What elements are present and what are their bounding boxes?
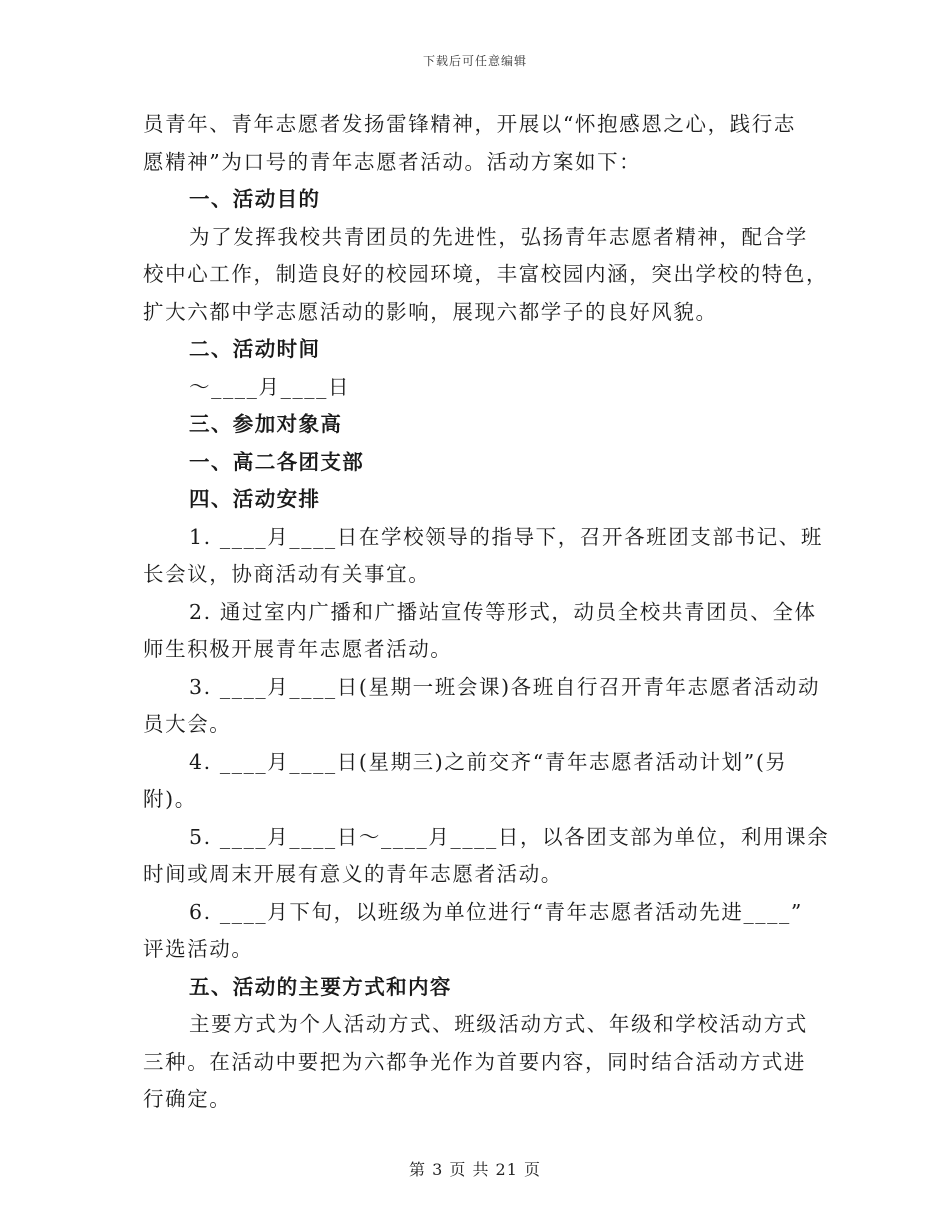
paragraph-line: 主要方式为个人活动方式、班级活动方式、年级和学校活动方式 [189, 1012, 808, 1036]
paragraph-line: 愿精神”为口号的青年志愿者活动。活动方案如下： [143, 149, 642, 174]
paragraph-line: 2. 通过室内广播和广播站宣传等形式，动员全校共青团员、全体 [189, 599, 817, 624]
paragraph-line: 长会议，协商活动有关事宜。 [143, 562, 431, 586]
page-header-note: 下载后可任意编辑 [422, 54, 527, 68]
paragraph-line: 评选活动。 [143, 937, 254, 961]
section-heading: 一、高二各团支部 [189, 449, 365, 474]
section-heading: 二、活动时间 [189, 337, 321, 361]
paragraph-line: 6. ____月下旬，以班级为单位进行“青年志愿者活动先进____” [189, 899, 803, 924]
paragraph-line: ～____月____日 [189, 374, 351, 399]
section-heading: 一、活动目的 [189, 187, 321, 211]
page-number: 第 3 页 共 21 页 [409, 1160, 541, 1179]
section-heading: 三、参加对象高 [189, 412, 343, 436]
paragraph-line: 为了发挥我校共青团员的先进性，弘扬青年志愿者精神，配合学 [189, 224, 808, 249]
paragraph-line: 员青年、青年志愿者发扬雷锋精神，开展以“怀抱感恩之心，践行志 [143, 112, 796, 136]
paragraph-line: 附)。 [143, 787, 197, 811]
section-heading: 五、活动的主要方式和内容 [189, 974, 452, 999]
paragraph-line: 三种。在活动中要把为六都争光作为首要内容，同时结合活动方式进 [143, 1049, 806, 1074]
paragraph-line: 师生积极开展青年志愿者活动。 [143, 637, 453, 661]
paragraph-line: 行确定。 [143, 1087, 232, 1111]
paragraph-line: 员大会。 [143, 712, 232, 736]
paragraph-line: 扩大六都中学志愿活动的影响，展现六都学子的良好风貌。 [143, 299, 718, 324]
document-body [143, 106, 830, 1119]
section-heading: 四、活动安排 [189, 487, 321, 511]
paragraph-line: 时间或周末开展有意义的青年志愿者活动。 [143, 862, 563, 886]
paragraph-line: 4. ____月____日(星期三)之前交齐“青年志愿者活动计划”(另 [189, 749, 788, 774]
paragraph-line: 校中心工作，制造良好的校园环境，丰富校园内涵，突出学校的特色， [143, 262, 829, 286]
paragraph-line: 5. ____月____日～____月____日，以各团支部为单位，利用课余 [189, 824, 830, 849]
paragraph-line: 1. ____月____日在学校领导的指导下，召开各班团支部书记、班 [189, 524, 823, 549]
paragraph-line: 3. ____月____日(星期一班会课)各班自行召开青年志愿者活动动 [189, 674, 821, 699]
